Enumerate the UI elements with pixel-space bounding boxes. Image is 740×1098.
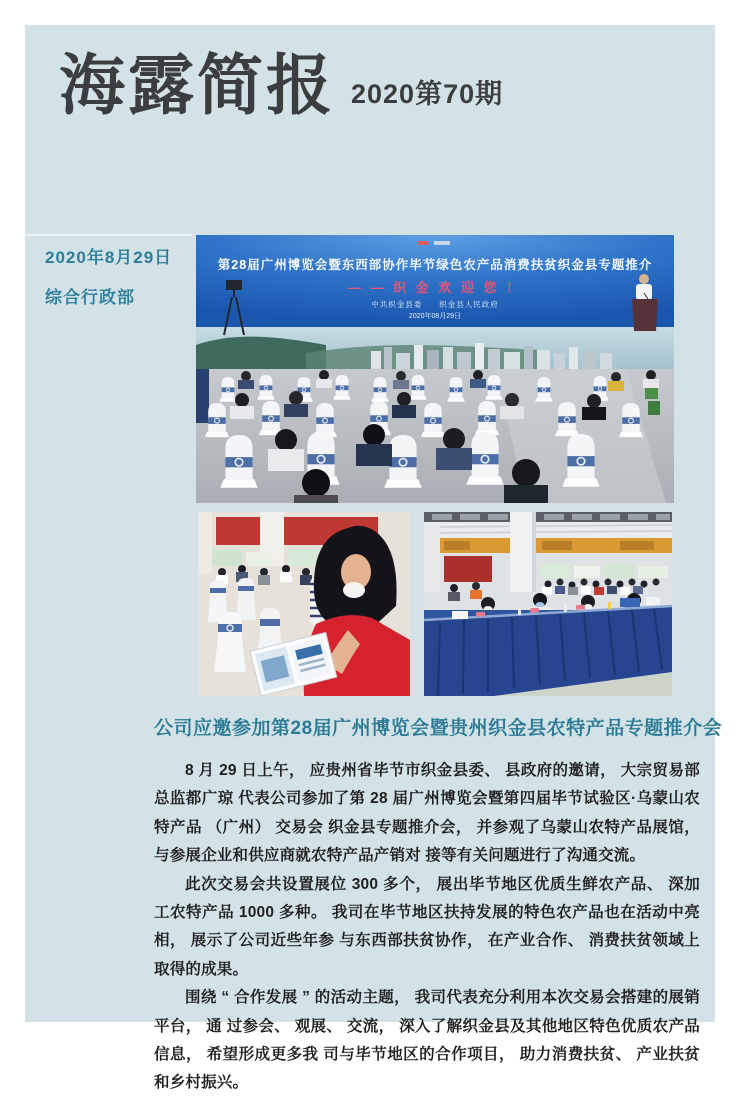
page-panel: [25, 25, 723, 1092]
left-photo: [198, 512, 410, 696]
article: [154, 713, 723, 1098]
pillar-shade: [532, 512, 536, 592]
department-name: 综合行政部: [45, 288, 135, 307]
sidebar-divider: [25, 234, 192, 236]
pillar-left: [424, 526, 440, 592]
banner-date: 2020年08月29日: [408, 313, 462, 320]
banner-logo-text: [434, 241, 450, 245]
ceiling-window-slots: [432, 514, 670, 520]
issue-number: 2020第70期: [351, 79, 504, 110]
banner-title: 第28届广州博览会暨东西部协作毕节绿色农产品消费扶贫织金县专题推介: [217, 258, 653, 272]
banner-subtitle: — — 织 金 欢 迎 您 ！: [347, 280, 523, 295]
right-photo: [424, 512, 672, 696]
masthead: [59, 48, 504, 122]
article-paragraph-2: 此次交易会共设置展位 300 多个， 展出毕节地区优质生鲜农产品、 深加工农特产品 1000 多种。 我司在毕节地区扶持发展的特色农产品也在活动中亮相， 展示了公司近些年参 与东西部扶贫协作， 在产业合作、 消费扶贫领域上取得的成果。: [154, 875, 700, 978]
stage-curtain: [196, 369, 209, 423]
newsletter-title: 海露简报: [59, 48, 335, 122]
main-photo: [196, 235, 674, 503]
publish-date: 2020年8月29日: [45, 248, 173, 267]
article-paragraph-3: 围绕 “ 合作发展 ” 的活动主题， 我司代表充分利用本次交易会搭建的展销平台， 通 过参会、 观展、 交流， 深入了解织金县及其他地区特色优质农产品信息， 希望形成更多我 司与毕节地区的合作项目， 助力消费扶贫、 产业扶贫和乡村振兴。: [154, 989, 700, 1092]
banner-hosts: 中共织金县委 织金县人民政府: [371, 300, 499, 309]
left-photo-illustration: [198, 512, 410, 696]
banner-logo-mark: [418, 241, 428, 245]
main-photo-illustration: [196, 235, 674, 503]
ceiling: [424, 522, 672, 538]
article-paragraph-1: 8 月 29 日上午， 应贵州省毕节市织金县委、 县政府的邀请， 大宗贸易部总监都广琼 代表公司参加了第 28 届广州博览会暨第四届毕节试验区·乌蒙山农特产品 （广州） 交易会 织金县专题推介会， 并参观了乌蒙山农特产品展馆， 与参展企业和供应商就农特产品产销对 接等有关问题进行了沟通交流。: [154, 762, 700, 865]
red-wall-segment: [444, 556, 492, 582]
article-headline: 公司应邀参加第28届广州博览会暨贵州织金县农特产品专题推介会: [154, 718, 723, 739]
pillar-left: [198, 512, 212, 574]
booth-boards: [540, 564, 668, 578]
right-photo-illustration: [424, 512, 672, 696]
